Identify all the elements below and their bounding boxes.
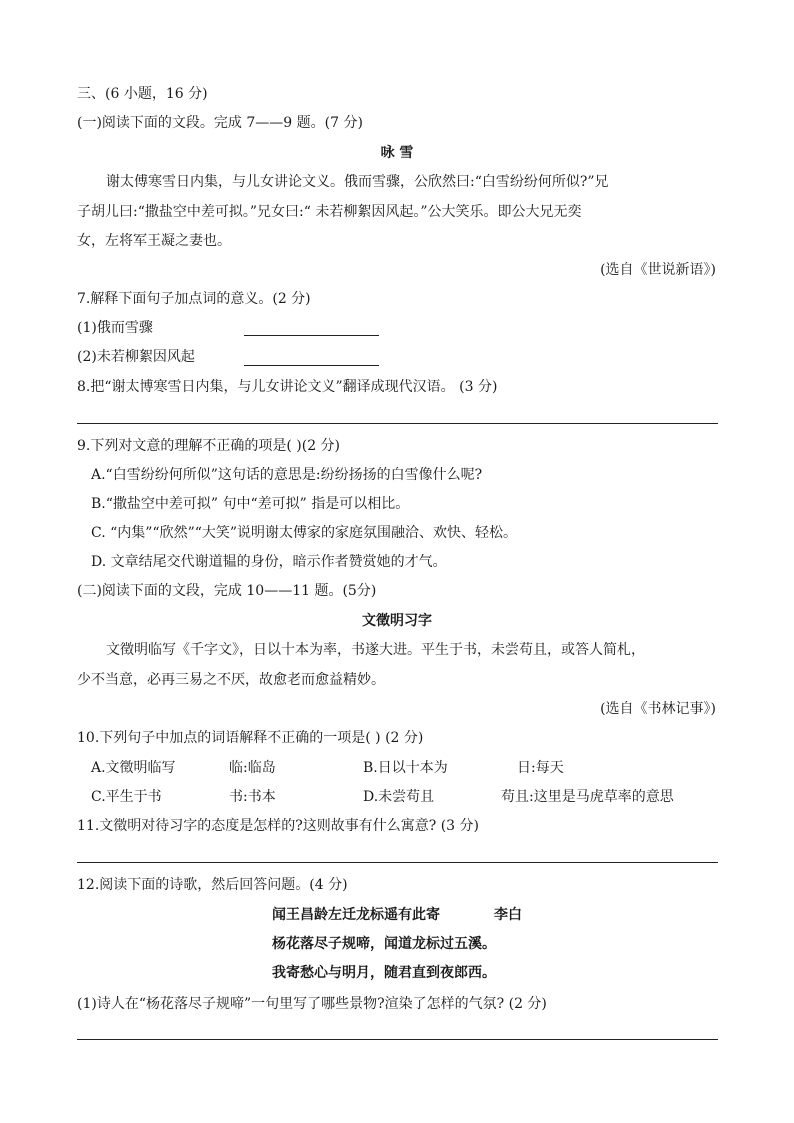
passage2-title: 文徵明习字 (362, 613, 432, 629)
answer-blank[interactable] (244, 365, 379, 366)
q9-stem: 9.下列对文意的理解不正确的项是( )(2 分) (77, 438, 341, 454)
passage1-line: 女，左将军王凝之妻也。 (77, 233, 231, 249)
q9-option-d: D. 文章结尾交代谢道韫的身份，暗示作者赞赏她的才气。 (91, 554, 447, 570)
q7-item-2: (2)未若柳絮因风起 (77, 349, 195, 365)
q12-sub1: (1)诗人在“杨花落尽子规啼”一句里写了哪些景物?渲染了怎样的气氛? (2 分) (77, 996, 547, 1012)
passage2-source: (选自《书林记事》) (600, 701, 716, 717)
passage1-title: 咏 雪 (380, 145, 414, 161)
q10-option-c-gloss: 书:书本 (229, 789, 276, 805)
q9-option-b: B.“撒盐空中差可拟” 句中“差可拟” 指是可以相比。 (91, 496, 410, 512)
q10-option-a-phrase: A.文徵明临写 (91, 760, 176, 776)
answer-line[interactable] (77, 1039, 718, 1040)
passage2-line: 少不当意，必再三易之不厌，故愈老而愈益精妙。 (77, 672, 385, 688)
q7-item-1: (1)俄而雪骤 (77, 320, 153, 336)
part2-intro: (二)阅读下面的文段，完成 10——11 题。(5分) (77, 583, 377, 599)
q10-stem: 10.下列句子中加点的词语解释不正确的一项是( ) (2 分) (77, 730, 424, 746)
passage2-line: 文徵明临写《千字文》，日以十本为率，书遂大进。平生于书，未尝苟且，或答人简札， (106, 642, 645, 658)
section-heading: 三、(6 小题，16 分) (77, 86, 208, 102)
poem-author: 李白 (494, 907, 522, 923)
passage1-source: (选自《世说新语》) (600, 262, 716, 278)
q10-option-d-phrase: D.未尝苟且 (363, 789, 435, 805)
answer-line[interactable] (77, 423, 718, 424)
q9-option-c: C. “内集”“欣然”“大笑”说明谢太傅家的家庭氛围融洽、欢快、轻松。 (91, 525, 518, 541)
passage1-line: 谢太傅寒雪日内集，与儿女讲论文义。俄而雪骤，公欣然曰:“白雪纷纷何所似?”兄 (106, 174, 609, 190)
q10-option-d-gloss: 苟且:这里是马虎草率的意思 (501, 789, 674, 805)
poem-line: 杨花落尽子规啼，闻道龙标过五溪。 (272, 936, 496, 952)
answer-blank[interactable] (244, 335, 379, 336)
q8-stem: 8.把“谢太博寒雪日内集，与儿女讲论文义”翻译成现代汉语。 (3 分) (77, 379, 498, 395)
answer-line[interactable] (77, 862, 718, 863)
q11-stem: 11.文徵明对待习字的态度是怎样的?这则故事有什么寓意? (3 分) (77, 818, 480, 834)
q10-option-b-phrase: B.日以十本为 (363, 760, 448, 776)
q12-stem: 12.阅读下面的诗歌，然后回答问题。(4 分) (77, 877, 348, 893)
poem-title: 闻王昌龄左迁龙标遥有此寄 (272, 907, 440, 923)
poem-line: 我寄愁心与明月，随君直到夜郎西。 (272, 965, 496, 981)
q10-option-c-phrase: C.平生于书 (91, 789, 162, 805)
q7-stem: 7.解释下面句子加点词的意义。(2 分) (77, 291, 311, 307)
passage1-line: 子胡儿曰:“撒盐空中差可拟。”兄女曰:“ 未若柳絮因风起。”公大笑乐。即公大兄无奕 (77, 204, 582, 220)
q9-option-a: A.“白雪纷纷何所似”这句话的意思是:纷纷扬扬的白雪像什么呢? (91, 467, 483, 483)
part1-intro: (一)阅读下面的文段。完成 7——9 题。(7 分) (77, 115, 363, 131)
q10-option-b-gloss: 日:每天 (517, 760, 564, 776)
q10-option-a-gloss: 临:临岛 (229, 760, 276, 776)
